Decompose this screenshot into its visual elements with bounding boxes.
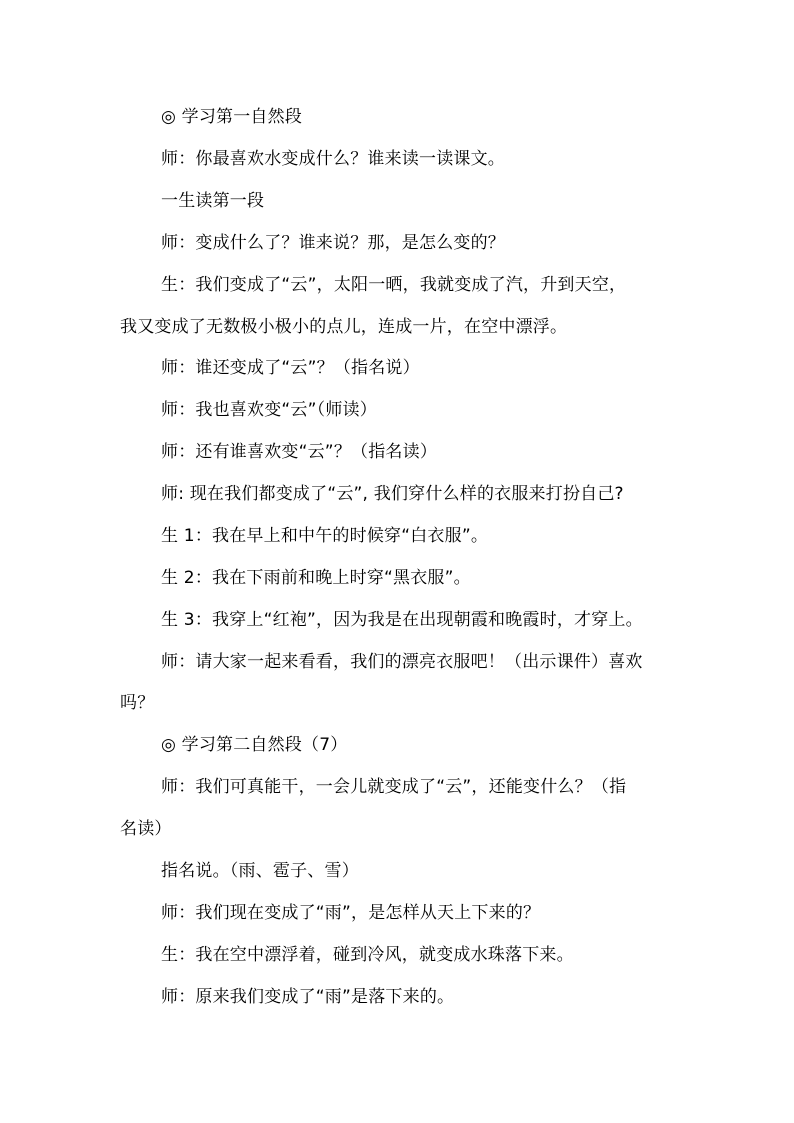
dialogue-line: 一生读第一段 xyxy=(161,191,265,211)
dialogue-line: 师：请大家一起来看看，我们的漂亮衣服吧！（出示课件）喜欢 xyxy=(161,652,643,672)
dialogue-line: 师：我也喜欢变“云”（师读） xyxy=(161,400,377,420)
section-heading-paragraph-2: ◎ 学习第二自然段（7） xyxy=(161,735,348,755)
dialogue-line: 生 1：我在早上和中午的时候穿“白衣服”。 xyxy=(161,526,489,546)
section-heading-paragraph-1: ◎ 学习第一自然段 xyxy=(161,107,303,127)
dialogue-line: 师：还有谁喜欢变“云”？（指名读） xyxy=(161,442,438,462)
dialogue-line: 师：你最喜欢水变成什么？谁来读一读课文。 xyxy=(161,149,505,169)
dialogue-line: 师：我们现在变成了“雨”，是怎样从天上下来的？ xyxy=(161,903,541,923)
dialogue-line: 生：我在空中漂浮着，碰到冷风，就变成水珠落下来。 xyxy=(161,945,574,965)
dialogue-line: 生 3：我穿上“红袍”，因为我是在出现朝霞和晚霞时，才穿上。 xyxy=(161,610,643,630)
dialogue-line: 生 2：我在下雨前和晚上时穿“黑衣服”。 xyxy=(161,568,471,588)
dialogue-line-continuation: 名读） xyxy=(120,819,172,839)
dialogue-line: 师：变成什么了？谁来说？那，是怎么变的？ xyxy=(161,233,505,253)
dialogue-line: 师：原来我们变成了“雨”是落下来的。 xyxy=(161,987,455,1007)
dialogue-line-continuation: 吗？ xyxy=(120,693,155,713)
dialogue-line: 生：我们变成了“云”，太阳一晒，我就变成了汽，升到天空， xyxy=(161,275,627,295)
dialogue-line: 师: 现在我们都变成了“云”, 我们穿什么样的衣服来打扮自己? xyxy=(161,484,624,504)
dialogue-line: 师：谁还变成了“云”？（指名说） xyxy=(161,358,420,378)
dialogue-line: 指名说。（雨、雹子、雪） xyxy=(161,861,359,881)
dialogue-line-continuation: 我又变成了无数极小极小的点儿，连成一片，在空中漂浮。 xyxy=(120,317,568,337)
dialogue-line: 师：我们可真能干，一会儿就变成了“云”，还能变什么？（指 xyxy=(161,777,627,797)
